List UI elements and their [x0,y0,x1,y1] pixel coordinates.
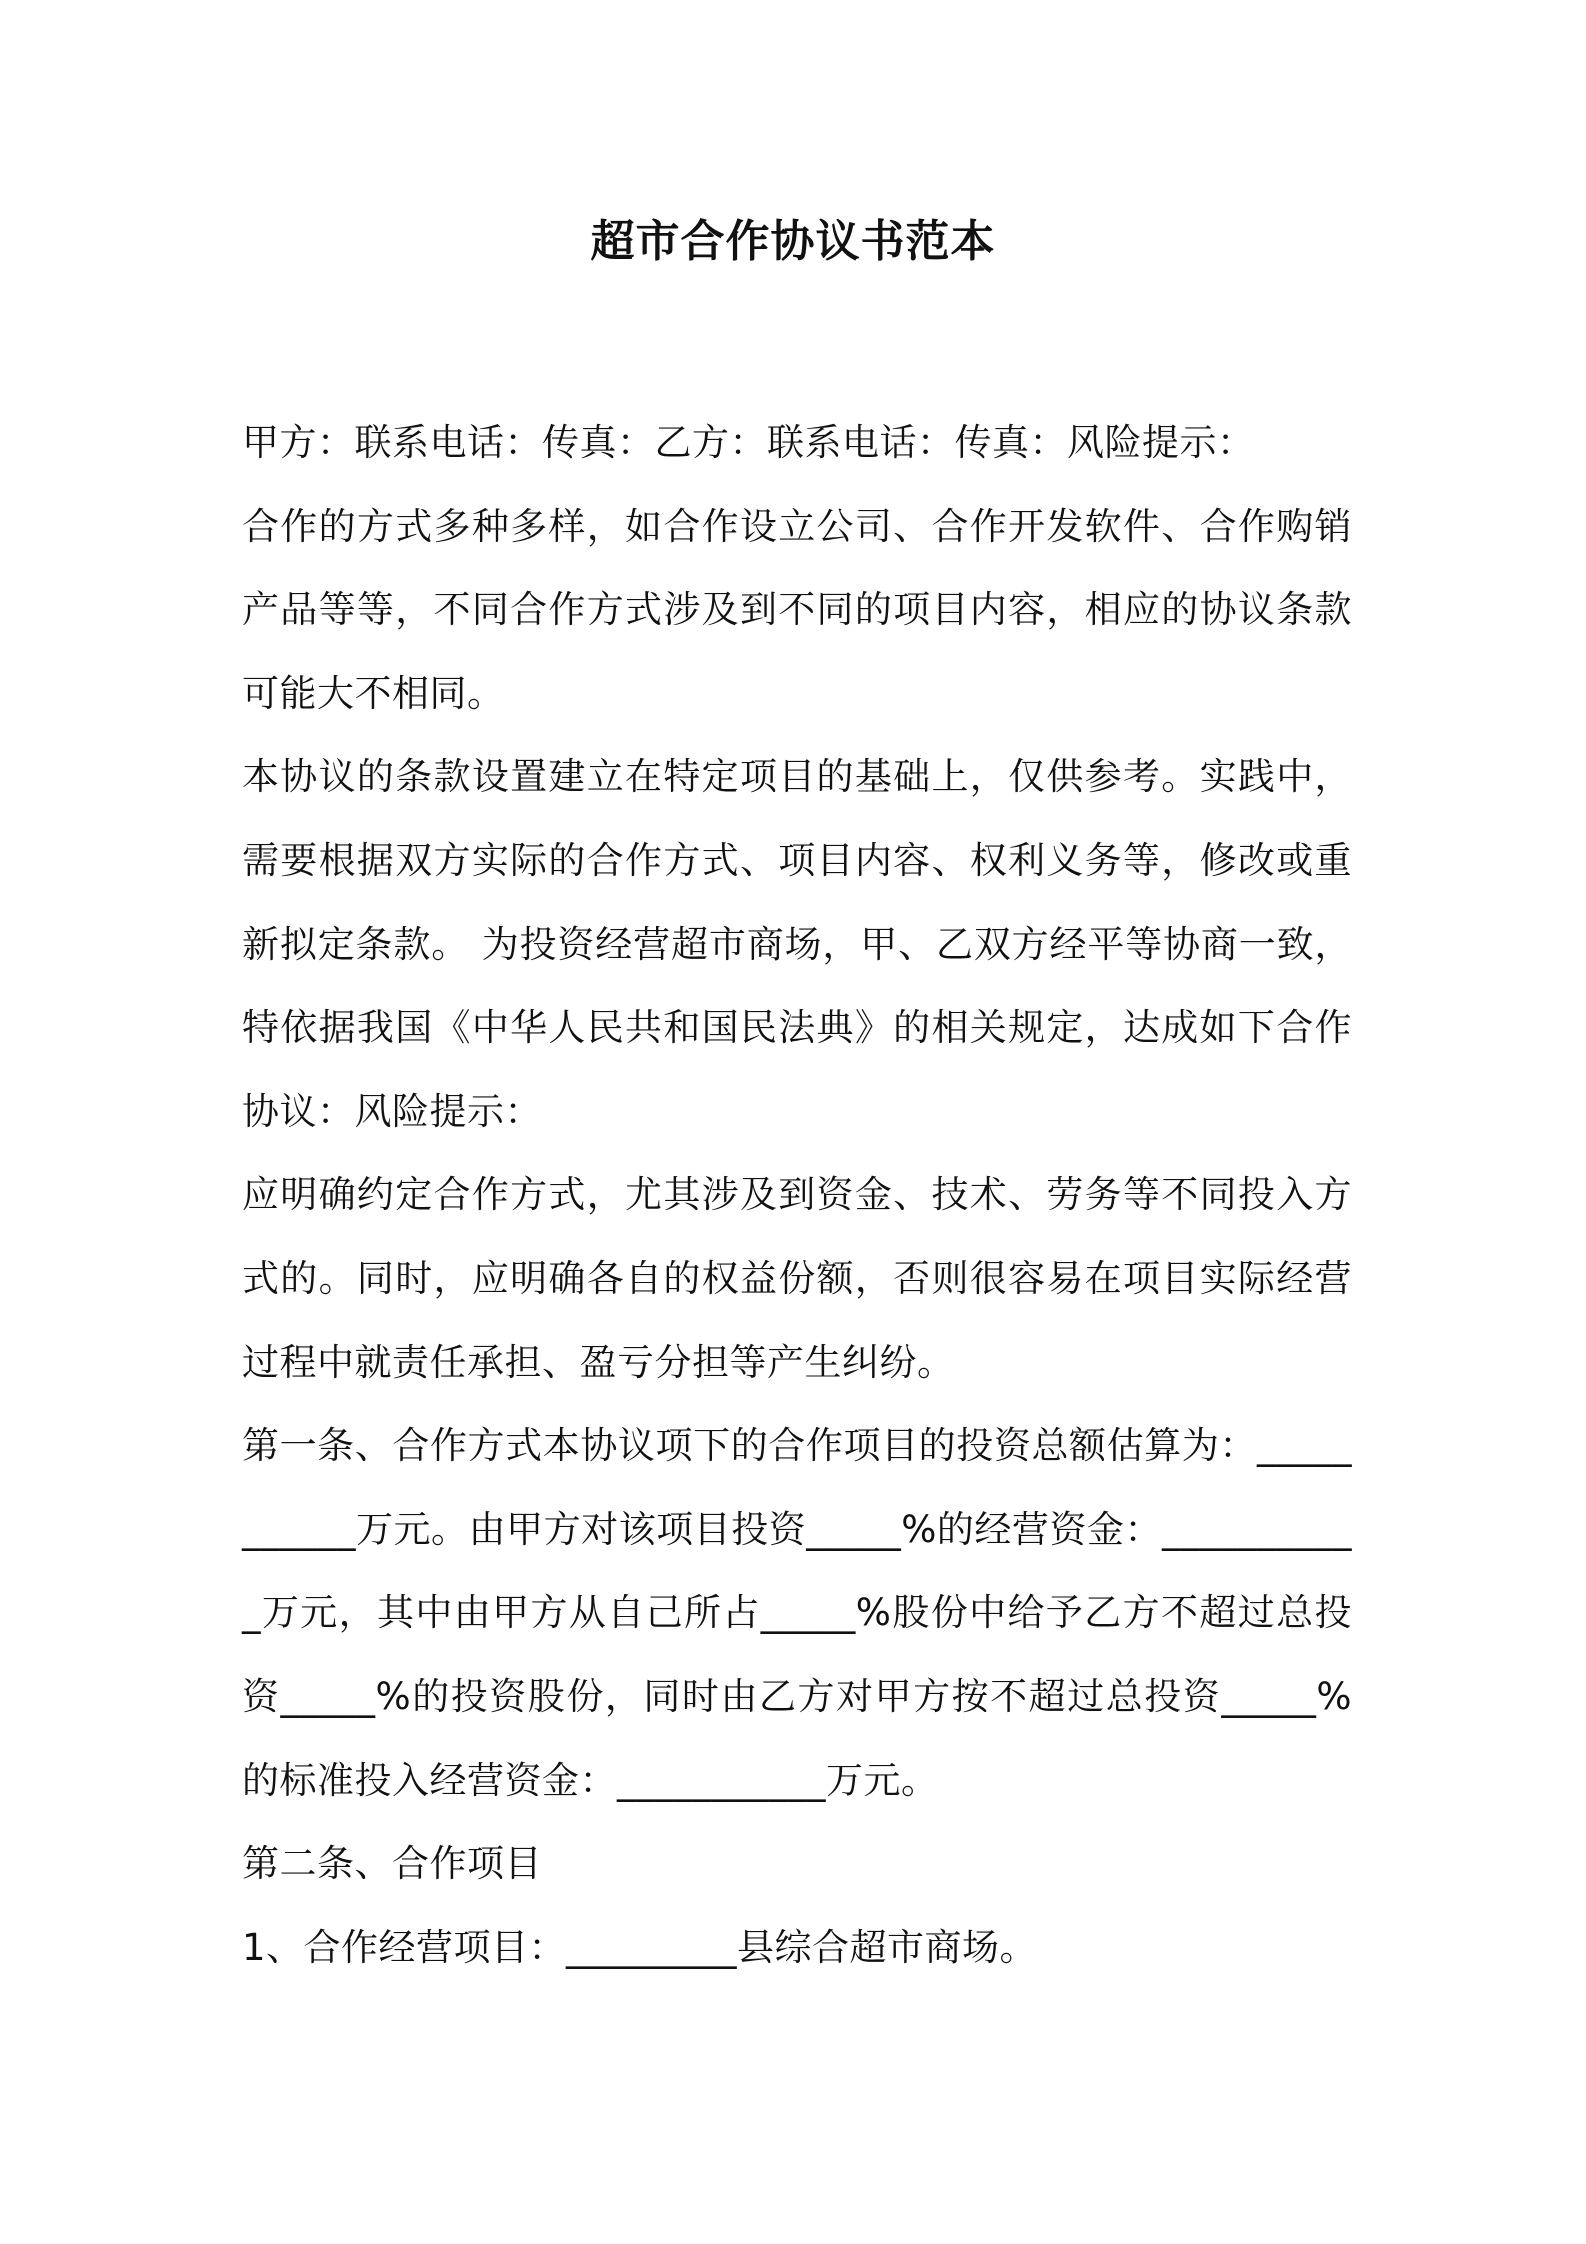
paragraph-article-two-item-one: 1、合作经营项目：_________县综合超市商场。 [242,1925,1038,1969]
paragraph-risk-notice: 应明确约定合作方式，尤其涉及到资金、技术、劳务等不同投入方式的。同时，应明确各自的权益份额，否则很容易在项目实际经营过程中就责任承担、盈亏分担等产生纠纷。 [242,1173,1352,1384]
document-title: 超市合作协议书范本 [590,216,996,267]
paragraph-agreement-basis: 本协议的条款设置建立在特定项目的基础上，仅供参考。实践中，需要根据双方实际的合作方式、项目内容、权利义务等，修改或重新拟定条款。 为投资经营超市商场，甲、乙双方经平等协商一致，特依据我国《中华人民共和国民法典》的相关规定，达成如下合作协议：风险提示： [242,755,1352,1133]
paragraph-article-two-heading: 第二条、合作项目 [242,1842,542,1886]
paragraph-parties: 甲方：联系电话：传真：乙方：联系电话：传真：风险提示： [242,421,1255,464]
document-body [242,401,1352,1989]
paragraph-article-one: 第一条、合作方式本协议项下的合作项目的投资总额估算为：___________万元。由甲方对该项目投资_____%的经营资金：___________万元，其中由甲方从自己所占_____%股份中给予乙方不超过总投资_____%的投资股份，同时由乙方对甲方按不超过总投资_____%的标准投入经营资金：___________万元。 [242,1424,1352,1802]
paragraph-cooperation-methods: 合作的方式多种多样，如合作设立公司、合作开发软件、合作购销产品等等，不同合作方式涉及到不同的项目内容，相应的协议条款可能大不相同。 [242,504,1352,715]
